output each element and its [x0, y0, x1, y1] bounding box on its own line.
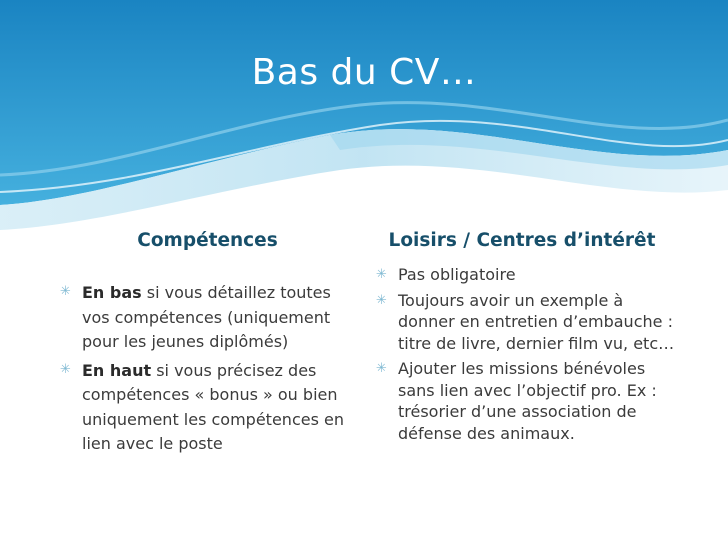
- loisirs-heading: Loisirs / Centres d’intérêt: [388, 230, 656, 251]
- item-text: si vous détaillez toutes vos compétences (uniquement pour les jeunes diplômés): [82, 283, 331, 351]
- list-item: [376, 358, 676, 444]
- item-text: Ajouter les missions bénévoles sans lien avec l’objectif pro. Ex : trésorier d’une association de défense des animaux.: [398, 359, 657, 443]
- item-text: Pas obligatoire: [398, 265, 516, 284]
- item-text: Toujours avoir un exemple à donner en entretien d’embauche : titre de livre, dernier film vu, etc…: [398, 290, 675, 353]
- list-item: [60, 281, 350, 355]
- header-wave-background: [0, 0, 728, 230]
- slide-title: Bas du CV…: [251, 52, 477, 93]
- competences-list: [60, 281, 350, 461]
- item-lead: En haut: [82, 360, 152, 380]
- list-item: [60, 359, 350, 457]
- asterisk-bullet-icon: ✳: [376, 292, 387, 308]
- item-lead: En bas: [82, 283, 142, 302]
- list-item: [376, 264, 676, 286]
- competences-heading: Compétences: [137, 230, 278, 251]
- item-text: si vous précisez des compétences « bonus » ou bien uniquement les compétences en lien avec le poste: [82, 360, 344, 453]
- wave-decoration: [0, 0, 728, 230]
- list-item: [376, 290, 676, 355]
- loisirs-list: [376, 264, 676, 448]
- asterisk-bullet-icon: ✳: [60, 284, 71, 299]
- asterisk-bullet-icon: ✳: [60, 361, 71, 377]
- asterisk-bullet-icon: ✳: [376, 361, 387, 376]
- asterisk-bullet-icon: ✳: [376, 267, 387, 282]
